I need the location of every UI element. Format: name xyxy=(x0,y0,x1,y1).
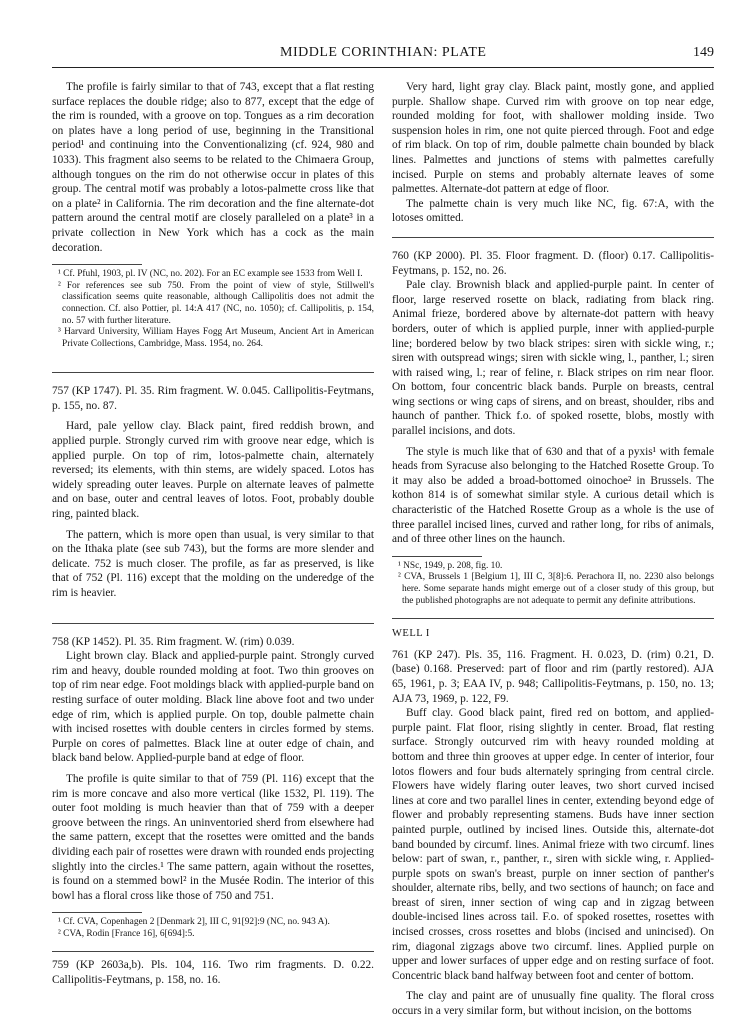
page-number: 149 xyxy=(693,45,714,60)
section-divider xyxy=(392,618,714,619)
running-header xyxy=(52,45,714,68)
catalogue-entry-759-heading: 759 (KP 2603a,b). Pls. 104, 116. Two rim fragments. D. 0.22. Callipolitis-Feytmans, p. 158, no. 16. xyxy=(52,959,374,987)
footnote: ³ Harvard University, William Hayes Fogg Art Museum, Ancient Art in American Private Collections, Cambridge, Mass. 1954, no. 264. xyxy=(58,327,374,349)
footnote: ¹ Cf. Pfuhl, 1903, pl. IV (NC, no. 202). For an EC example see 1533 from Well I. xyxy=(58,269,363,280)
footnote-divider xyxy=(52,264,142,265)
catalogue-entry-760-heading: 760 (KP 2000). Pl. 35. Floor fragment. D. (floor) 0.17. Callipolitis-Feytmans, p. 152, no. 26. xyxy=(392,249,714,277)
paragraph: The palmette chain is very much like NC, fig. 67:A, with the lotoses omitted. xyxy=(392,197,714,225)
footnote: ² For references see sub 750. From the point of view of style, Stillwell's classification seems quite reasonable, although Callipolitis does not admit the connection. Cf. also Pottier, pl. 14:A 417 (NC, no. 1050); cf. Callipolitis, p. 154, no. 57 with further literature. xyxy=(58,280,374,326)
paragraph: Hard, pale yellow clay. Black paint, fired reddish brown, and applied purple. Strongly curved rim with groove near edge, which is applied purple. On top of rim, lotos-palmette chain, alternately reversed; its elements, with thin stems, are widely spaced. Lotos has widely spreading outer leaves. Purple on alternate leaves of palmette and on base, outer and central leaves of lotos. Foot, probably double ring, painted black. xyxy=(52,420,374,521)
paragraph: Buff clay. Good black paint, fired red on bottom, and applied-purple paint. Flat floor, rising slightly in center. Broad, flat resting surface. Strongly outcurved rim with heavy rounded molding at bottom and three thin grooves at upper edge. In center of interior, four lotos flowers and four buds alternately springing from central circle. Flowers have widely flaring outer leaves, two short curved incised lines at core and two parallel lines in center, extending beyond edge of flower and probably representing stamens. Buds have inner section painted purple, outlined by incised lines. Outside this, alternate-dot band bounded by circumf. lines. Animal frieze with two circumf. lines below: part of swan, r., panther, r., siren with sickle wing, r. Applied-purple spots on swan's breast, purple on inner section of panther's shoulder, alternate ribs, belly, and two sections of haunch; on face and breast of siren, inner section of wing cap and in zigzag between double-incised lines across tail. F.o. of spoked rosettes, rosettes with incised crosses, cross rosettes and blobs (incised and unincised). On rim, diagonal zigzags above two circumf. lines. Applied purple on upper and lower surfaces of upper edge and on resting surface of foot. Concentric black band halfway between foot and center of bottom. xyxy=(392,707,714,982)
paragraph: Pale clay. Brownish black and applied-purple paint. In center of floor, large reserved rosette on black, radiating from black ring. Animal frieze, bordered above by alternate-dot pattern with heavy borders, outer of which is applied purple, inner with applied-purple line; bordered below by two black stripes: siren with sickle wing, r.; siren with outspread wings; siren with sickle wing, l., panther, l.; siren with raised wing, l.; rear of feline, r. Black stripes on rim near floor. On bottom, four concentric black bands. Purple on breasts, central wing sections or wing caps of sirens, and on breast, shoulder, ribs and haunch of panther. Thick f.o. of spoked rosette, blobs, mostly with parallel incisions, and dots. xyxy=(392,279,714,438)
section-label-well-i: WELL I xyxy=(392,628,430,640)
paragraph: The clay and paint are of unusually fine quality. The floral cross occurs in a very similar form, but without incision, on the bottoms xyxy=(392,990,714,1018)
left-column xyxy=(52,80,374,988)
paragraph: The style is much like that of 630 and that of a pyxis¹ with female heads from Syracuse also belonging to the Hatched Rosette Group. To it may also be added a broad-bottomed oinochoe² in Brussels. The kothon 814 is of somewhat similar style. A curious detail which is characteristic of the Hatched Rosette Group as a whole is the use of three parallel incised lines, curved and rather long, for ribs of animals, and of three other lines on the haunch. xyxy=(392,445,714,546)
footnote-divider xyxy=(52,912,142,913)
footnote-divider xyxy=(392,556,482,557)
paragraph: The profile is fairly similar to that of 743, except that a flat resting surface replaces the double ridge; also to 877, except that the edge of the rim is rounded, with a groove on top. Tongues as a rim decoration on plates have a long period of use, beginning in the Transitional period¹ and continuing into the Conventionalizing (cf. 924, 980 and 1033). This fragment also seems to be related to the Chimaera Group, although tongues on the rim do not otherwise occur in plates of this group. The central motif was probably a lotos-palmette cross like that on a plate² in California. The rim decoration and the fine alternate-dot pattern around the central motif are closely paralleled on a plate³ in a private collection in New York which has a cock as the main decoration. xyxy=(52,81,374,254)
right-column xyxy=(392,80,714,1019)
footnote: ² CVA, Brussels 1 [Belgium 1], III C, 3[8]:6. Perachora II, no. 2230 also belongs here. Some separate hands might emerge out of a closer study of this group, but the published photographs are not adequate to permit any definite attributions. xyxy=(398,572,714,606)
footnote: ² CVA, Rodin [France 16], 6[694]:5. xyxy=(58,928,195,939)
running-title: MIDDLE CORINTHIAN: PLATE xyxy=(280,45,487,60)
paragraph: The profile is quite similar to that of 759 (Pl. 116) except that the rim is more concave and also more vertical (like 1532, Pl. 119). The outer foot molding is much heavier than that of 759 with a deeper groove between the rings. An uninventoried sherd from elsewhere had the same pattern, except that the rosettes were omitted and the bands dividing each pair of rosettes were drawn with rounded ends projecting slightly into the circles.¹ The same pattern, again without the rosettes, is found on a stemmed bowl² in the Musée Rodin. The interior of this bowl has a floral cross like those of 750 and 751. xyxy=(52,772,374,902)
footnote: ¹ NSc, 1949, p. 208, fig. 10. xyxy=(398,560,503,571)
catalogue-entry-757-heading: 757 (KP 1747). Pl. 35. Rim fragment. W. 0.045. Callipolitis-Feytmans, p. 155, no. 87. xyxy=(52,385,374,412)
paragraph: Light brown clay. Black and applied-purple paint. Strongly curved rim and heavy, double rounded molding at foot. Two thin grooves on top of rim near edge. Foot moldings black with applied-purple band on resting surface of outer molding. Black line above foot and two under edge of rim, which is applied purple. On top, double palmette chain with incised rosettes with double centers in circles formed by stems. Purple on cores of palmettes. Black line at outer edge of chain, and black band below. Applied-purple band at edge of floor. xyxy=(52,650,374,765)
paragraph: Very hard, light gray clay. Black paint, mostly gone, and applied purple. Shallow shape. Curved rim with groove on top near edge, rounded molding for foot, with shallower molding inside. Two suspension holes in rim, one not quite pierced through. Foot and edge of rim black. On top of rim, double palmette chain bounded by black lines. Palmettes and junctions of stems with palmettes carefully incised. Purple on stems and probably alternate leaves of some palmettes. Alternate-dot pattern at edge of floor. xyxy=(392,81,714,196)
catalogue-entry-761-heading: 761 (KP 247). Pls. 35, 116. Fragment. H. 0.023, D. (rim) 0.21, D. (base) 0.168. Preserved: part of floor and rim (partly restored). AJA 65, 1961, p. 3; EAA IV, p. 948; Callipolitis-Feytmans, p. 150, no. 13; AJA 73, 1969, p. 122, F9. xyxy=(392,648,714,705)
catalogue-entry-758-heading: 758 (KP 1452). Pl. 35. Rim fragment. W. (rim) 0.039. xyxy=(52,635,295,648)
paragraph: The pattern, which is more open than usual, is very similar to that on the Ithaka plate (see sub 743), but the forms are more slender and delicate. 752 is much closer. The profile, as far as preserved, is like that of 752 (Pl. 116) except that the molding on the underedge of the rim is heavier. xyxy=(52,528,374,599)
footnote: ¹ Cf. CVA, Copenhagen 2 [Denmark 2], III C, 91[92]:9 (NC, no. 943 A). xyxy=(58,917,330,928)
